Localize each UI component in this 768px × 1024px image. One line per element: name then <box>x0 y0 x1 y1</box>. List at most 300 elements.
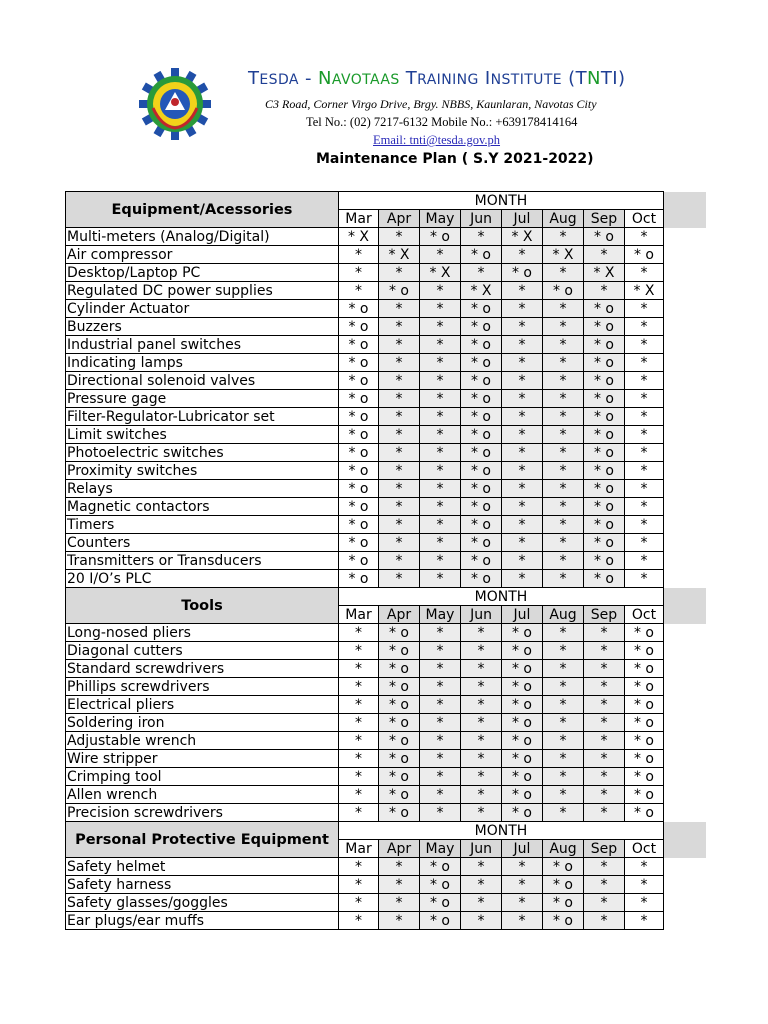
schedule-cell: * o <box>339 300 379 318</box>
tesda-logo <box>139 68 211 140</box>
schedule-cell: * <box>625 444 664 462</box>
table-row <box>66 390 664 408</box>
schedule-cell: * <box>584 912 625 930</box>
schedule-cell: * o <box>584 336 625 354</box>
schedule-cell: * o <box>584 354 625 372</box>
institute-name <box>248 68 625 89</box>
schedule-cell: * o <box>461 336 502 354</box>
schedule-cell: * o <box>461 300 502 318</box>
item-name: Counters <box>66 534 339 552</box>
schedule-cell: * <box>584 732 625 750</box>
schedule-cell: * <box>420 534 461 552</box>
schedule-cell: * <box>379 228 420 246</box>
schedule-cell: * <box>625 912 664 930</box>
table-row <box>66 498 664 516</box>
schedule-cell: * o <box>339 552 379 570</box>
schedule-cell: * o <box>339 516 379 534</box>
schedule-cell: * o <box>584 300 625 318</box>
schedule-cell: * <box>543 786 584 804</box>
schedule-cell: * o <box>339 336 379 354</box>
schedule-cell: * <box>420 678 461 696</box>
institute-name-part: N <box>586 68 601 89</box>
schedule-cell: * o <box>379 660 420 678</box>
schedule-cell: * <box>625 228 664 246</box>
table-row <box>66 858 664 876</box>
section-title: Personal Protective Equipment <box>66 822 339 858</box>
schedule-cell: * o <box>420 228 461 246</box>
schedule-cell: * <box>379 498 420 516</box>
schedule-cell: * <box>461 876 502 894</box>
schedule-cell: * X <box>543 246 584 264</box>
schedule-cell: * <box>339 804 379 822</box>
schedule-cell: * <box>584 624 625 642</box>
item-name: Relays <box>66 480 339 498</box>
schedule-cell: * X <box>379 246 420 264</box>
schedule-cell: * o <box>339 426 379 444</box>
schedule-cell: * o <box>584 372 625 390</box>
schedule-cell: * <box>502 480 543 498</box>
schedule-cell: * o <box>379 732 420 750</box>
schedule-cell: * o <box>543 282 584 300</box>
item-name: Photoelectric switches <box>66 444 339 462</box>
item-name: Phillips screwdrivers <box>66 678 339 696</box>
schedule-cell: * o <box>625 696 664 714</box>
schedule-cell: * X <box>584 264 625 282</box>
schedule-cell: * X <box>420 264 461 282</box>
address: C3 Road, Corner Virgo Drive, Brgy. NBBS, Kaunlaran, Navotas City <box>265 97 597 111</box>
schedule-cell: * <box>379 894 420 912</box>
month-column-header: Sep <box>584 210 625 228</box>
month-column-header: Oct <box>625 840 664 858</box>
item-name: Timers <box>66 516 339 534</box>
schedule-cell: * <box>584 768 625 786</box>
schedule-cell: * <box>584 894 625 912</box>
item-name: Safety harness <box>66 876 339 894</box>
schedule-cell: * <box>379 462 420 480</box>
schedule-cell: * <box>420 516 461 534</box>
schedule-cell: * o <box>625 678 664 696</box>
schedule-cell: * <box>502 570 543 588</box>
month-column-header: Sep <box>584 606 625 624</box>
month-column-header: Jul <box>502 606 543 624</box>
schedule-cell: * <box>379 570 420 588</box>
schedule-cell: * <box>461 750 502 768</box>
schedule-cell: * o <box>461 390 502 408</box>
schedule-cell: * <box>339 894 379 912</box>
month-column-header: Mar <box>339 840 379 858</box>
table-row <box>66 354 664 372</box>
schedule-cell: * <box>339 858 379 876</box>
schedule-cell: * o <box>502 678 543 696</box>
institute-name-part: ) <box>617 68 626 89</box>
month-header: MONTH <box>339 588 664 606</box>
schedule-cell: * <box>420 336 461 354</box>
schedule-cell: * <box>420 246 461 264</box>
schedule-cell: * o <box>420 858 461 876</box>
month-column-header: Mar <box>339 210 379 228</box>
schedule-cell: * <box>420 624 461 642</box>
schedule-cell: * <box>339 696 379 714</box>
schedule-cell: * X <box>461 282 502 300</box>
schedule-cell: * o <box>584 390 625 408</box>
schedule-cell: * o <box>339 480 379 498</box>
schedule-cell: * <box>420 498 461 516</box>
section-header-row <box>66 822 664 840</box>
schedule-cell: * <box>543 534 584 552</box>
schedule-cell: * <box>584 246 625 264</box>
schedule-cell: * <box>625 390 664 408</box>
table-row <box>66 768 664 786</box>
schedule-cell: * <box>502 282 543 300</box>
header-shading <box>664 192 706 228</box>
month-column-header: May <box>420 210 461 228</box>
schedule-cell: * <box>420 804 461 822</box>
schedule-cell: * <box>379 408 420 426</box>
section-title: Equipment/Acessories <box>66 192 339 228</box>
schedule-cell: * o <box>461 552 502 570</box>
schedule-cell: * <box>543 408 584 426</box>
table-row <box>66 804 664 822</box>
schedule-cell: * o <box>502 786 543 804</box>
schedule-cell: * <box>339 660 379 678</box>
schedule-cell: * o <box>543 876 584 894</box>
item-name: Long-nosed pliers <box>66 624 339 642</box>
table-row <box>66 480 664 498</box>
institute-name-part: I <box>484 68 491 89</box>
schedule-cell: * <box>543 642 584 660</box>
schedule-cell: * <box>625 372 664 390</box>
schedule-cell: * <box>502 912 543 930</box>
schedule-cell: * <box>543 768 584 786</box>
schedule-cell: * <box>502 318 543 336</box>
institute-name-part: ESDA <box>259 72 299 88</box>
schedule-cell: * <box>461 696 502 714</box>
schedule-cell: * <box>339 750 379 768</box>
schedule-cell: * X <box>625 282 664 300</box>
schedule-cell: * o <box>339 570 379 588</box>
schedule-cell: * <box>543 804 584 822</box>
schedule-cell: * o <box>339 390 379 408</box>
schedule-cell: * <box>420 696 461 714</box>
schedule-cell: * o <box>461 480 502 498</box>
schedule-cell: * <box>625 858 664 876</box>
table-row <box>66 372 664 390</box>
item-name: Standard screwdrivers <box>66 660 339 678</box>
month-column-header: Jun <box>461 606 502 624</box>
schedule-cell: * o <box>420 894 461 912</box>
schedule-cell: * <box>543 264 584 282</box>
schedule-cell: * o <box>461 462 502 480</box>
schedule-cell: * <box>584 858 625 876</box>
table-row <box>66 408 664 426</box>
month-header: MONTH <box>339 822 664 840</box>
schedule-cell: * <box>625 354 664 372</box>
schedule-cell: * o <box>625 624 664 642</box>
schedule-cell: * o <box>625 660 664 678</box>
schedule-cell: * <box>461 912 502 930</box>
schedule-cell: * <box>625 264 664 282</box>
schedule-cell: * <box>502 354 543 372</box>
schedule-cell: * o <box>584 552 625 570</box>
schedule-cell: * o <box>461 354 502 372</box>
schedule-cell: * o <box>543 858 584 876</box>
schedule-cell: * <box>502 336 543 354</box>
schedule-cell: * <box>379 300 420 318</box>
item-name: Wire stripper <box>66 750 339 768</box>
table-row <box>66 696 664 714</box>
schedule-cell: * <box>625 318 664 336</box>
schedule-cell: * <box>339 642 379 660</box>
table-row <box>66 228 664 246</box>
table-row <box>66 750 664 768</box>
institute-name-part: AVOTAAS <box>331 72 400 88</box>
schedule-cell: * <box>584 660 625 678</box>
schedule-cell: * <box>584 876 625 894</box>
schedule-cell: * <box>543 678 584 696</box>
schedule-cell: * <box>379 912 420 930</box>
schedule-cell: * o <box>625 246 664 264</box>
telephone: Tel No.: (02) 7217-6132 Mobile No.: +639178414164 <box>306 115 578 129</box>
item-name: Cylinder Actuator <box>66 300 339 318</box>
schedule-cell: * <box>625 336 664 354</box>
schedule-cell: * o <box>379 768 420 786</box>
schedule-cell: * <box>625 480 664 498</box>
month-column-header: Aug <box>543 606 584 624</box>
table-row <box>66 516 664 534</box>
schedule-cell: * <box>502 444 543 462</box>
item-name: Pressure gage <box>66 390 339 408</box>
section-header-row <box>66 588 664 606</box>
schedule-cell: * <box>625 570 664 588</box>
schedule-cell: * <box>420 282 461 300</box>
schedule-cell: * o <box>379 804 420 822</box>
schedule-cell: * <box>543 732 584 750</box>
month-column-header: Jul <box>502 840 543 858</box>
schedule-cell: * <box>625 876 664 894</box>
schedule-cell: * <box>339 624 379 642</box>
schedule-cell: * o <box>379 714 420 732</box>
schedule-cell: * <box>339 912 379 930</box>
schedule-cell: * o <box>339 372 379 390</box>
table-row <box>66 336 664 354</box>
schedule-cell: * <box>379 858 420 876</box>
institute-name-part: - <box>298 68 318 89</box>
schedule-cell: * o <box>461 570 502 588</box>
month-column-header: Sep <box>584 840 625 858</box>
schedule-cell: * o <box>584 318 625 336</box>
schedule-cell: * o <box>625 768 664 786</box>
schedule-cell: * o <box>584 426 625 444</box>
schedule-cell: * <box>339 768 379 786</box>
item-name: Desktop/Laptop PC <box>66 264 339 282</box>
schedule-cell: * <box>420 660 461 678</box>
section-title: Tools <box>66 588 339 624</box>
item-name: Diagonal cutters <box>66 642 339 660</box>
schedule-cell: * <box>625 462 664 480</box>
item-name: Indicating lamps <box>66 354 339 372</box>
schedule-cell: * o <box>502 660 543 678</box>
schedule-cell: * o <box>584 516 625 534</box>
header-shading <box>664 588 706 624</box>
schedule-cell: * <box>543 570 584 588</box>
schedule-cell: * <box>461 768 502 786</box>
schedule-cell: * o <box>625 642 664 660</box>
schedule-cell: * <box>420 354 461 372</box>
item-name: Multi-meters (Analog/Digital) <box>66 228 339 246</box>
item-name: Allen wrench <box>66 786 339 804</box>
schedule-cell: * <box>543 462 584 480</box>
schedule-cell: * o <box>584 534 625 552</box>
item-name: 20 I/O’s PLC <box>66 570 339 588</box>
schedule-cell: * <box>625 498 664 516</box>
schedule-cell: * <box>543 696 584 714</box>
schedule-cell: * <box>379 336 420 354</box>
schedule-cell: * <box>502 534 543 552</box>
schedule-cell: * <box>502 246 543 264</box>
schedule-cell: * o <box>379 282 420 300</box>
schedule-cell: * <box>339 714 379 732</box>
month-column-header: Apr <box>379 840 420 858</box>
schedule-cell: * <box>379 318 420 336</box>
schedule-cell: * <box>420 714 461 732</box>
schedule-cell: * <box>502 300 543 318</box>
table-row <box>66 282 664 300</box>
schedule-cell: * <box>543 300 584 318</box>
month-column-header: Jul <box>502 210 543 228</box>
schedule-cell: * <box>420 750 461 768</box>
schedule-cell: * o <box>461 408 502 426</box>
schedule-cell: * o <box>502 804 543 822</box>
schedule-cell: * <box>543 552 584 570</box>
schedule-cell: * o <box>502 750 543 768</box>
schedule-cell: * o <box>625 786 664 804</box>
table-row <box>66 912 664 930</box>
schedule-cell: * <box>420 642 461 660</box>
schedule-cell: * <box>420 768 461 786</box>
schedule-cell: * <box>502 552 543 570</box>
schedule-cell: * o <box>379 786 420 804</box>
schedule-cell: * <box>379 552 420 570</box>
schedule-cell: * o <box>461 444 502 462</box>
table-row <box>66 552 664 570</box>
schedule-cell: * <box>543 516 584 534</box>
schedule-cell: * <box>461 786 502 804</box>
schedule-cell: * o <box>543 894 584 912</box>
schedule-cell: * <box>461 660 502 678</box>
table-row <box>66 642 664 660</box>
month-header: MONTH <box>339 192 664 210</box>
schedule-cell: * o <box>339 354 379 372</box>
schedule-cell: * <box>420 318 461 336</box>
schedule-cell: * X <box>339 228 379 246</box>
month-column-header: Jun <box>461 210 502 228</box>
schedule-cell: * <box>543 444 584 462</box>
schedule-cell: * <box>461 804 502 822</box>
email-link[interactable]: Email: tnti@tesda.gov.ph <box>373 133 501 147</box>
schedule-cell: * <box>625 894 664 912</box>
schedule-cell: * <box>625 300 664 318</box>
item-name: Filter-Regulator-Lubricator set <box>66 408 339 426</box>
schedule-cell: * <box>625 516 664 534</box>
schedule-cell: * o <box>502 714 543 732</box>
schedule-cell: * o <box>461 534 502 552</box>
schedule-cell: * <box>543 750 584 768</box>
schedule-cell: * <box>502 462 543 480</box>
table-row <box>66 246 664 264</box>
table-row <box>66 732 664 750</box>
schedule-cell: * <box>584 714 625 732</box>
schedule-cell: * o <box>584 462 625 480</box>
schedule-cell: * <box>584 786 625 804</box>
month-column-header: Apr <box>379 606 420 624</box>
item-name: Ear plugs/ear muffs <box>66 912 339 930</box>
schedule-cell: * <box>339 264 379 282</box>
schedule-cell: * o <box>584 480 625 498</box>
item-name: Crimping tool <box>66 768 339 786</box>
schedule-cell: * <box>461 714 502 732</box>
schedule-cell: * <box>502 372 543 390</box>
schedule-cell: * o <box>502 768 543 786</box>
schedule-cell: * <box>584 750 625 768</box>
schedule-cell: * <box>543 390 584 408</box>
schedule-cell: * <box>461 678 502 696</box>
schedule-cell: * o <box>339 318 379 336</box>
schedule-cell: * o <box>461 426 502 444</box>
page-title: Maintenance Plan ( S.Y 2021-2022) <box>316 151 594 167</box>
schedule-cell: * <box>584 678 625 696</box>
schedule-cell: * <box>339 732 379 750</box>
institute-name-part: T <box>405 68 418 89</box>
schedule-cell: * <box>502 408 543 426</box>
schedule-cell: * o <box>339 444 379 462</box>
table-row <box>66 894 664 912</box>
item-name: Safety glasses/goggles <box>66 894 339 912</box>
schedule-cell: * <box>339 786 379 804</box>
schedule-cell: * o <box>339 462 379 480</box>
table-row <box>66 786 664 804</box>
schedule-cell: * o <box>461 516 502 534</box>
item-name: Precision screwdrivers <box>66 804 339 822</box>
table-row <box>66 534 664 552</box>
schedule-cell: * o <box>379 678 420 696</box>
schedule-cell: * <box>379 426 420 444</box>
table-row <box>66 876 664 894</box>
schedule-cell: * <box>461 228 502 246</box>
institute-name-part: T <box>248 68 260 89</box>
schedule-cell: * <box>339 876 379 894</box>
schedule-cell: * o <box>584 408 625 426</box>
schedule-cell: * <box>584 696 625 714</box>
schedule-cell: * <box>543 426 584 444</box>
schedule-cell: * o <box>379 642 420 660</box>
schedule-cell: * o <box>502 624 543 642</box>
schedule-cell: * <box>379 516 420 534</box>
table-row <box>66 264 664 282</box>
item-name: Magnetic contactors <box>66 498 339 516</box>
schedule-cell: * <box>543 714 584 732</box>
schedule-cell: * <box>625 408 664 426</box>
schedule-cell: * <box>420 570 461 588</box>
schedule-cell: * <box>420 372 461 390</box>
month-column-header: Aug <box>543 210 584 228</box>
schedule-cell: * <box>543 318 584 336</box>
schedule-cell: * <box>379 876 420 894</box>
month-column-header: Jun <box>461 840 502 858</box>
table-row <box>66 714 664 732</box>
schedule-cell: * <box>543 228 584 246</box>
schedule-cell: * o <box>584 570 625 588</box>
schedule-cell: * <box>502 516 543 534</box>
